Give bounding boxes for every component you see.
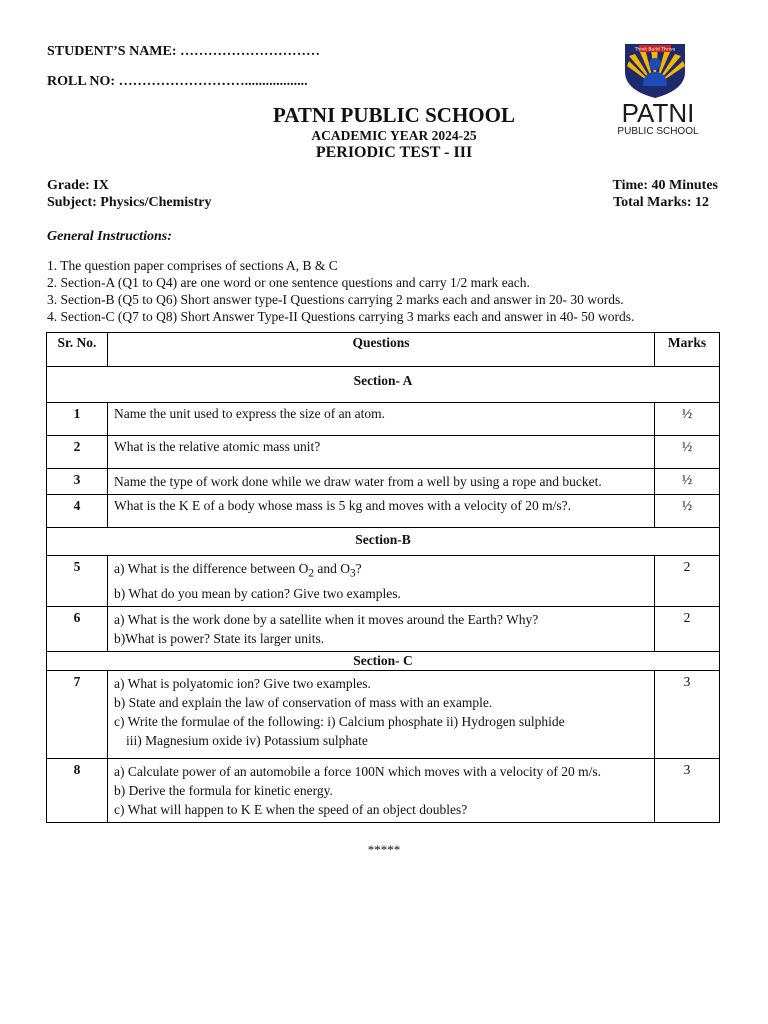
instruction-item: 1. The question paper comprises of sections A, B & C: [47, 258, 338, 273]
section-c-heading: Section- C: [47, 651, 720, 670]
roll-no-line: ROLL NO: ………………………..................: [47, 74, 308, 89]
question-text: [108, 556, 655, 607]
question-part-a: a) Calculate power of an automobile a force 100N which moves with a velocity of 20 m/s.: [114, 763, 601, 779]
table-header-row: [47, 333, 720, 367]
section-row: [47, 528, 720, 556]
question-text: [108, 670, 655, 758]
instruction-item: 4. Section-C (Q7 to Q8) Short Answer Type-II Questions carrying 3 marks each and answer in 40- 50 words.: [47, 309, 635, 324]
school-name: PATNI PUBLIC SCHOOL: [273, 103, 515, 127]
question-marks: 2: [655, 606, 720, 651]
question-marks: 2: [655, 556, 720, 607]
question-marks: 3: [655, 670, 720, 758]
question-marks: 3: [655, 758, 720, 822]
question-text: Name the type of work done while we draw water from a well by using a rope and bucket.: [108, 469, 655, 495]
header-marks: Marks: [655, 333, 720, 367]
subject-label: Subject: Physics/Chemistry: [47, 195, 212, 210]
total-marks-label: Total Marks: 12: [613, 195, 709, 210]
table-row: [47, 606, 720, 651]
table-row: [47, 495, 720, 528]
question-part-c-cont: iii) Magnesium oxide iv) Potassium sulphate: [126, 732, 368, 748]
question-part-c: c) What will happen to K E when the speed of an object doubles?: [114, 801, 468, 817]
question-part-c: c) Write the formulae of the following: i) Calcium phosphate ii) Hydrogen sulphide: [114, 713, 565, 729]
end-of-paper-mark: *****: [367, 842, 401, 857]
table-row: [47, 403, 720, 436]
grade-label: Grade: IX: [47, 178, 109, 193]
questions-table: [46, 332, 720, 823]
question-text: [108, 606, 655, 651]
section-a-heading: Section- A: [47, 367, 720, 403]
question-number: 4: [47, 495, 108, 528]
table-row: [47, 556, 720, 607]
logo-banner-text: Think Build Thrive: [634, 47, 676, 53]
question-number: 1: [47, 403, 108, 436]
test-name: PERIODIC TEST - III: [315, 144, 473, 161]
instruction-item: 3. Section-B (Q5 to Q6) Short answer type-I Questions carrying 2 marks each and answer in 20- 30 words.: [47, 292, 624, 307]
question-marks: ½: [655, 495, 720, 528]
student-name-line: STUDENT’S NAME: …………………………: [47, 44, 321, 59]
question-number: 3: [47, 469, 108, 495]
section-row: [47, 367, 720, 403]
question-marks: ½: [655, 436, 720, 469]
logo-name: PATNI: [621, 98, 695, 128]
question-number: 2: [47, 436, 108, 469]
question-part-b: b)What is power? State its larger units.: [114, 630, 325, 646]
instructions-heading: General Instructions:: [47, 229, 172, 244]
question-number: 8: [47, 758, 108, 822]
question-part-a: a) What is polyatomic ion? Give two examples.: [114, 675, 371, 691]
academic-year: ACADEMIC YEAR 2024-25: [311, 128, 477, 143]
table-row: [47, 670, 720, 758]
table-row: [47, 758, 720, 822]
question-marks: ½: [655, 469, 720, 495]
header-sr-no: Sr. No.: [47, 333, 108, 367]
question-number: 5: [47, 556, 108, 607]
question-part-a: a) What is the difference between $O_2$ and $O_3$?: [114, 561, 362, 580]
question-part-b: b) What do you mean by cation? Give two examples.: [114, 585, 401, 601]
instructions-list: [47, 257, 737, 325]
question-marks: ½: [655, 403, 720, 436]
question-text: [108, 758, 655, 822]
question-text: Name the unit used to express the size of an atom.: [108, 403, 655, 436]
question-part-a: a) What is the work done by a satellite when it moves around the Earth? Why?: [114, 611, 539, 627]
instruction-item: 2. Section-A (Q1 to Q4) are one word or one sentence questions and carry 1/2 mark each.: [47, 275, 530, 290]
logo-subname: PUBLIC SCHOOL: [617, 126, 699, 137]
question-number: 7: [47, 670, 108, 758]
question-text: What is the K E of a body whose mass is 5 kg and moves with a velocity of 20 m/s?.: [108, 495, 655, 528]
header-questions: Questions: [108, 333, 655, 367]
question-text: What is the relative atomic mass unit?: [108, 436, 655, 469]
section-b-heading: Section-B: [47, 528, 720, 556]
table-row: [47, 469, 720, 495]
question-number: 6: [47, 606, 108, 651]
section-row: [47, 651, 720, 670]
question-part-b: b) Derive the formula for kinetic energy.: [114, 782, 333, 798]
time-label: Time: 40 Minutes: [612, 178, 718, 193]
table-row: [47, 436, 720, 469]
question-part-b: b) State and explain the law of conservation of mass with an example.: [114, 694, 493, 710]
